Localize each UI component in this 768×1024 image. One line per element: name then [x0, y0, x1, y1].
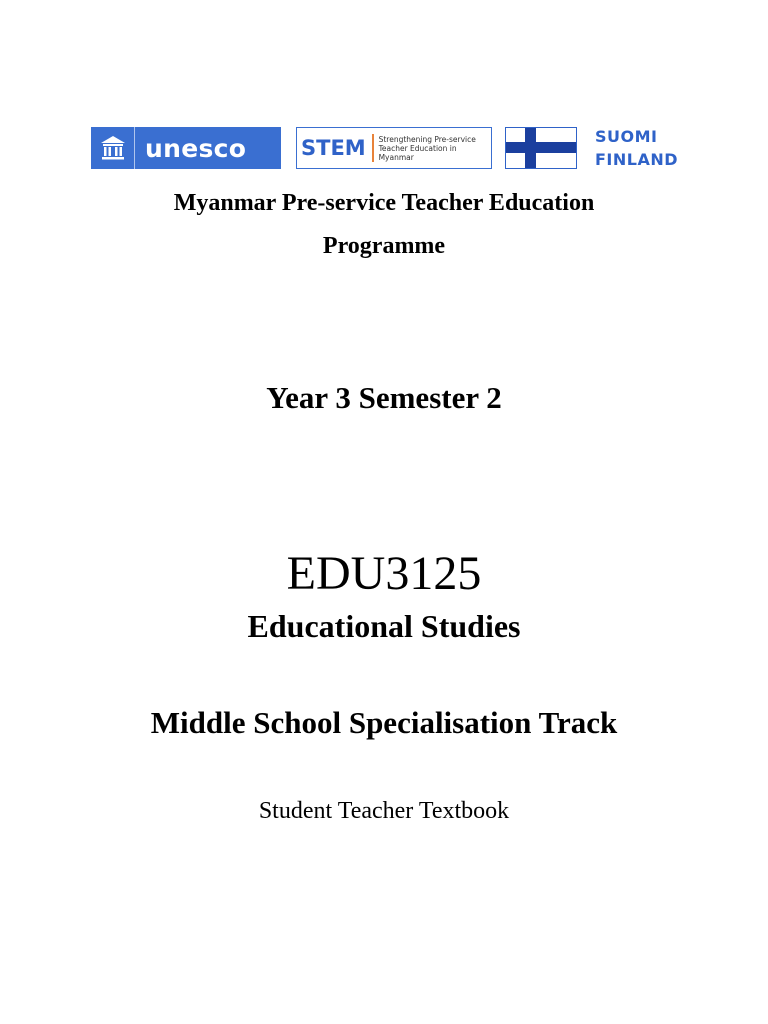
stem-tagline: Strengthening Pre-service Teacher Education in Myanmar [378, 134, 476, 162]
unesco-temple-icon [91, 127, 135, 169]
programme-title: Myanmar Pre-service Teacher Education Programme [173, 190, 595, 259]
finland-wordmark [595, 125, 678, 171]
finland-flag-icon [505, 127, 577, 169]
track-title: Middle School Specialisation Track [150, 705, 618, 740]
finland-line-2: FINLAND [595, 150, 679, 169]
finland-line-1: SUOMI [595, 127, 658, 146]
partner-logos [91, 127, 691, 171]
unesco-wordmark: unesco [145, 133, 247, 163]
book-type: Student Teacher Textbook [258, 798, 510, 824]
course-title: Educational Studies [247, 608, 521, 644]
semester-label: Year 3 Semester 2 [266, 380, 502, 415]
course-code: EDU3125 [286, 547, 482, 600]
unesco-logo [91, 127, 281, 169]
stem-wordmark: STEM [301, 136, 366, 160]
stem-logo [296, 127, 492, 169]
finland-logo [505, 127, 691, 171]
